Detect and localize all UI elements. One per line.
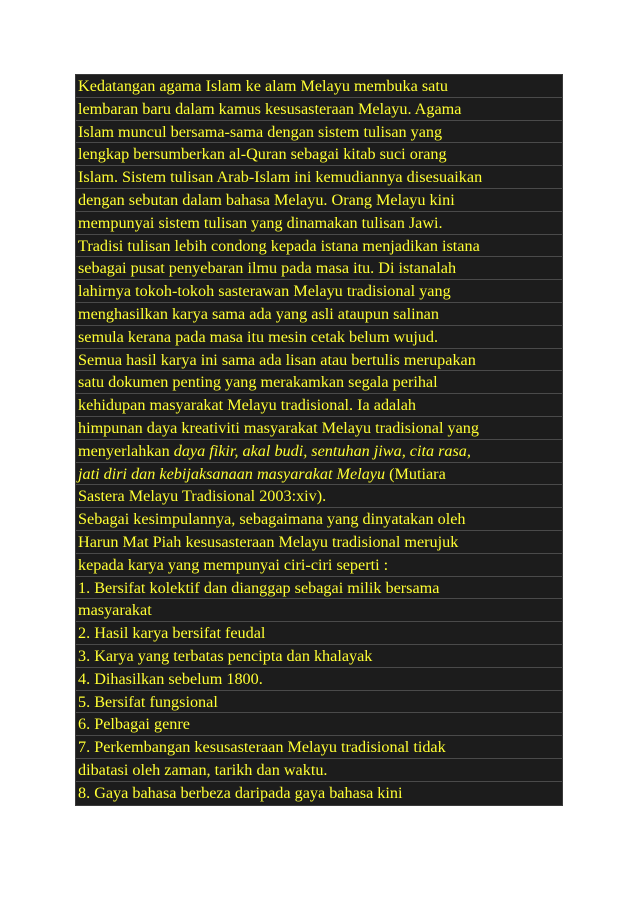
list-item: dibatasi oleh zaman, tarikh dan waktu. xyxy=(76,759,562,782)
text-line: Semua hasil karya ini sama ada lisan atau bertulis merupakan xyxy=(76,349,562,372)
text-line: mempunyai sistem tulisan yang dinamakan tulisan Jawi. xyxy=(76,212,562,235)
text-line: lembaran baru dalam kamus kesusasteraan Melayu. Agama xyxy=(76,98,562,121)
text-line: Harun Mat Piah kesusasteraan Melayu tradisional merujuk xyxy=(76,531,562,554)
list-item: 5. Bersifat fungsional xyxy=(76,691,562,714)
text-line: Islam muncul bersama-sama dengan sistem tulisan yang xyxy=(76,121,562,144)
list-item: 2. Hasil karya bersifat feudal xyxy=(76,622,562,645)
text-line xyxy=(76,463,562,486)
text-line: sebagai pusat penyebaran ilmu pada masa itu. Di istanalah xyxy=(76,257,562,280)
list-item: masyarakat xyxy=(76,599,562,622)
text-run: menyerlahkan xyxy=(78,441,174,460)
italic-text-run: jati diri dan kebijaksanaan masyarakat Melayu xyxy=(78,464,386,483)
text-line: Sastera Melayu Tradisional 2003:xiv). xyxy=(76,485,562,508)
italic-text-run: daya fikir, akal budi, sentuhan jiwa, cita rasa, xyxy=(173,441,471,460)
text-line: lahirnya tokoh-tokoh sasterawan Melayu tradisional yang xyxy=(76,280,562,303)
text-line: satu dokumen penting yang merakamkan segala perihal xyxy=(76,371,562,394)
text-line: kehidupan masyarakat Melayu tradisional. Ia adalah xyxy=(76,394,562,417)
list-item: 7. Perkembangan kesusasteraan Melayu tradisional tidak xyxy=(76,736,562,759)
text-line: Islam. Sistem tulisan Arab-Islam ini kemudiannya disesuaikan xyxy=(76,166,562,189)
text-line: Sebagai kesimpulannya, sebagaimana yang dinyatakan oleh xyxy=(76,508,562,531)
list-item: 4. Dihasilkan sebelum 1800. xyxy=(76,668,562,691)
text-line: kepada karya yang mempunyai ciri-ciri seperti : xyxy=(76,554,562,577)
text-line: lengkap bersumberkan al-Quran sebagai kitab suci orang xyxy=(76,143,562,166)
text-run: (Mutiara xyxy=(385,464,446,483)
text-line: dengan sebutan dalam bahasa Melayu. Orang Melayu kini xyxy=(76,189,562,212)
list-item: 8. Gaya bahasa berbeza daripada gaya bahasa kini xyxy=(78,783,403,802)
list-item: 3. Karya yang terbatas pencipta dan khalayak xyxy=(76,645,562,668)
text-block xyxy=(75,74,563,806)
text-line: semula kerana pada masa itu mesin cetak belum wujud. xyxy=(76,326,562,349)
text-line: menghasilkan karya sama ada yang asli ataupun salinan xyxy=(76,303,562,326)
text-line: himpunan daya kreativiti masyarakat Melayu tradisional yang xyxy=(76,417,562,440)
list-item: 6. Pelbagai genre xyxy=(76,713,562,736)
list-item: 1. Bersifat kolektif dan dianggap sebagai milik bersama xyxy=(76,577,562,600)
text-line: Kedatangan agama Islam ke alam Melayu membuka satu xyxy=(76,75,562,98)
text-line xyxy=(76,440,562,463)
text-line: Tradisi tulisan lebih condong kepada istana menjadikan istana xyxy=(76,235,562,258)
